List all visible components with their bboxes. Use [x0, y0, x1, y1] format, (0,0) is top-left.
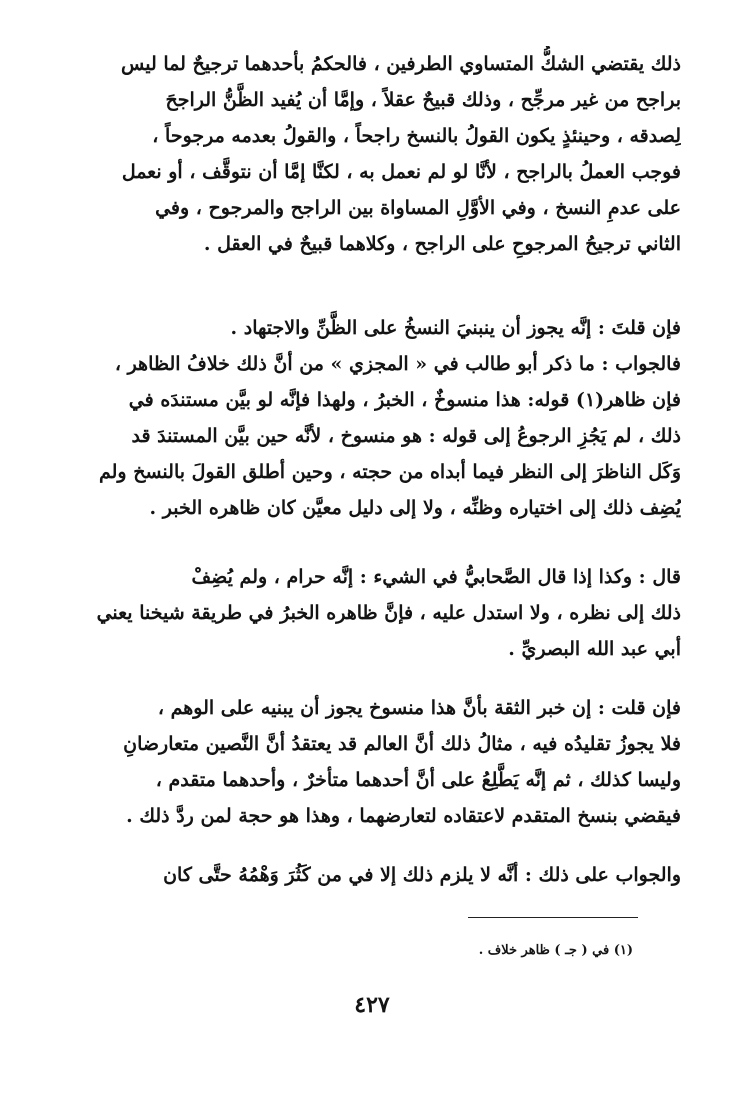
paragraph-4	[63, 690, 681, 834]
paragraph-5	[63, 857, 681, 893]
text-line: الثاني ترجيحُ المرجوحِ على الراجح ، وكلاهما قبيحٌ في العقل .	[203, 233, 681, 255]
page-number: ٤٢٧	[354, 992, 390, 1018]
text-line: أبي عبد الله البصريِّ .	[508, 638, 681, 660]
text-line: فلا يجوزُ تقليدُه فيه ، مثالُ ذلك أنَّ العالم قد يعتقدُ أنَّ النَّصين متعارضانِ	[123, 733, 681, 755]
text-line: يُضِف ذلك إلى اختياره وظنِّه ، ولا إلى دليل معيَّن كان ظاهره الخبر .	[149, 497, 681, 519]
paragraph-2	[63, 310, 681, 526]
text-line: فإن قلت : إن خبر الثقة بأنَّ هذا منسوخ يجوز أن يبنيه على الوهم ،	[157, 697, 681, 719]
text-line: ذلك يقتضي الشكُّ المتساوي الطرفين ، فالحكمُ بأحدهما ترجيحٌ لما ليس	[121, 53, 681, 75]
text-line: قال : وكذا إذا قال الصَّحابيُّ في الشيء : إنَّه حرام ، ولم يُضِفْ	[191, 566, 681, 588]
text-line: والجواب على ذلك : أنَّه لا يلزم ذلك إلا في من كَثُرَ وَهْمُهُ حتَّى كان	[163, 864, 681, 886]
text-line: براجح من غير مرجِّح ، وذلك قبيحٌ عقلاً ، وإمَّا أن يُفيد الظَّنُّ الراجحَ	[165, 89, 681, 111]
footnote: (١) في ( جـ ) ظاهر خلاف .	[478, 943, 633, 958]
text-line: على عدمِ النسخ ، وفي الأوَّلِ المساواة بين الراجح والمرجوح ، وفي	[155, 197, 681, 219]
text-line: فإن ظاهر(١) قوله: هذا منسوخٌ ، الخبرُ ، ولهذا فإنَّه لو بيَّن مستندَه في	[128, 389, 681, 411]
text-line: فوجب العملُ بالراجح ، لأنَّا لو لم نعمل به ، لكنَّا إمَّا أن نتوقَّف ، أو نعمل	[121, 161, 681, 183]
text-line: فالجواب : ما ذكر أبو طالب في « المجزي » من أنَّ ذلك خلافُ الظاهر ،	[114, 353, 681, 375]
text-line: فيقضي بنسخ المتقدم لاعتقاده لتعارضهما ، وهذا هو حجة لمن ردَّ ذلك .	[126, 805, 681, 827]
footnote-divider	[468, 917, 638, 918]
text-line: وَكَل الناظرَ إلى النظر فيما أبداه من حجته ، وحين أطلق القولَ بالنسخ ولم	[98, 461, 681, 483]
paragraph-1	[63, 46, 681, 262]
text-line: ذلك ، لم يَجُزِ الرجوعُ إلى قوله : هو منسوخ ، لأنَّه حين بيَّن المستندَ قد	[131, 425, 681, 447]
paragraph-3	[63, 559, 681, 667]
text-line: لِصدقه ، وحينئذٍ يكون القولُ بالنسخ راجحاً ، والقولُ بعدمه مرجوحاً ،	[152, 125, 681, 147]
text-line: فإن قلتَ : إنَّه يجوز أن ينبنيَ النسخُ على الظَّنِّ والاجتهاد .	[230, 317, 681, 339]
text-line: ذلك إلى نظره ، ولا استدل عليه ، فإنَّ ظاهره الخبرُ في طريقة شيخنا يعني	[96, 602, 681, 624]
text-line: وليسا كذلك ، ثم إنَّه يَطَّلِعُ على أنَّ أحدهما متأخرٌ ، وأحدهما متقدم ،	[155, 769, 681, 791]
